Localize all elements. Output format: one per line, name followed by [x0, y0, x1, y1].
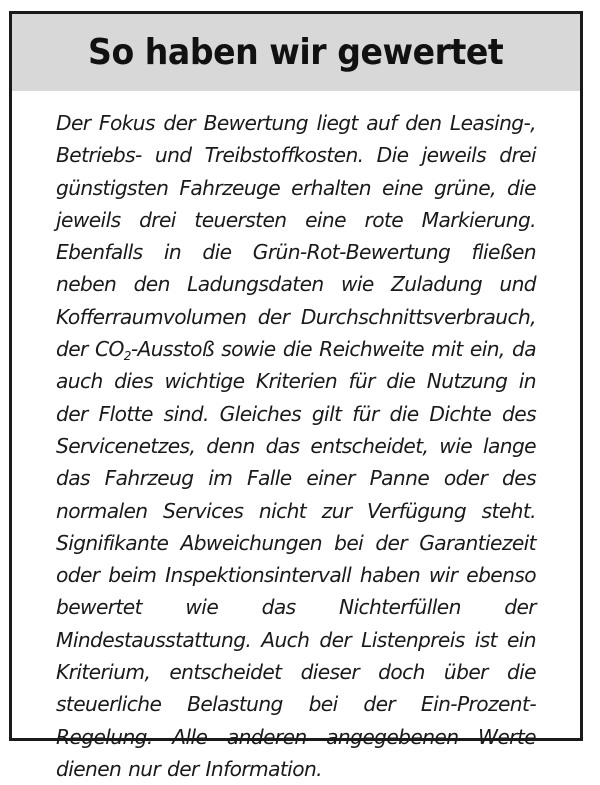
co2-subscript: 2 [123, 349, 131, 364]
body-text-part-2: -Ausstoß sowie die Reichweite mit ein, da auch dies wichtige Kriterien für die Nutzung in der Flotte sind. Gleiches gilt für die Dichte des Servicenetzes, denn das entscheidet, wie lange das Fahrzeug im Falle einer Panne oder des normalen Services nicht zur Verfügung steht. Signifikante Abweichungen bei der Garantiezeit oder beim Inspektionsintervall haben wir ebenso bewertet wie das Nichterfüllen der Mindestausstattung. Auch der Listenpreis ist ein Kriterium, entscheidet dieser doch über die steuerliche Belastung bei der Ein-Prozent-Regelung. Alle anderen angegebenen Werte dienen nur der Information. [56, 337, 536, 781]
info-box [9, 11, 583, 781]
box-title: So haben wir gewertet [88, 32, 504, 73]
info-box-header [12, 14, 580, 91]
body-text-part-1: Der Fokus der Bewertung liegt auf den Leasing-, Betriebs- und Treibstoffkosten. Die jeweils drei günstigsten Fahrzeuge erhalten eine grüne, die jeweils drei teuersten eine rote Markierung. Ebenfalls in die Grün-Rot-Bewertung fließen neben den Ladungsdaten wie Zuladung und Kofferraumvolumen der Durchschnittsverbrauch, der CO [56, 111, 536, 362]
box-body [56, 107, 536, 785]
